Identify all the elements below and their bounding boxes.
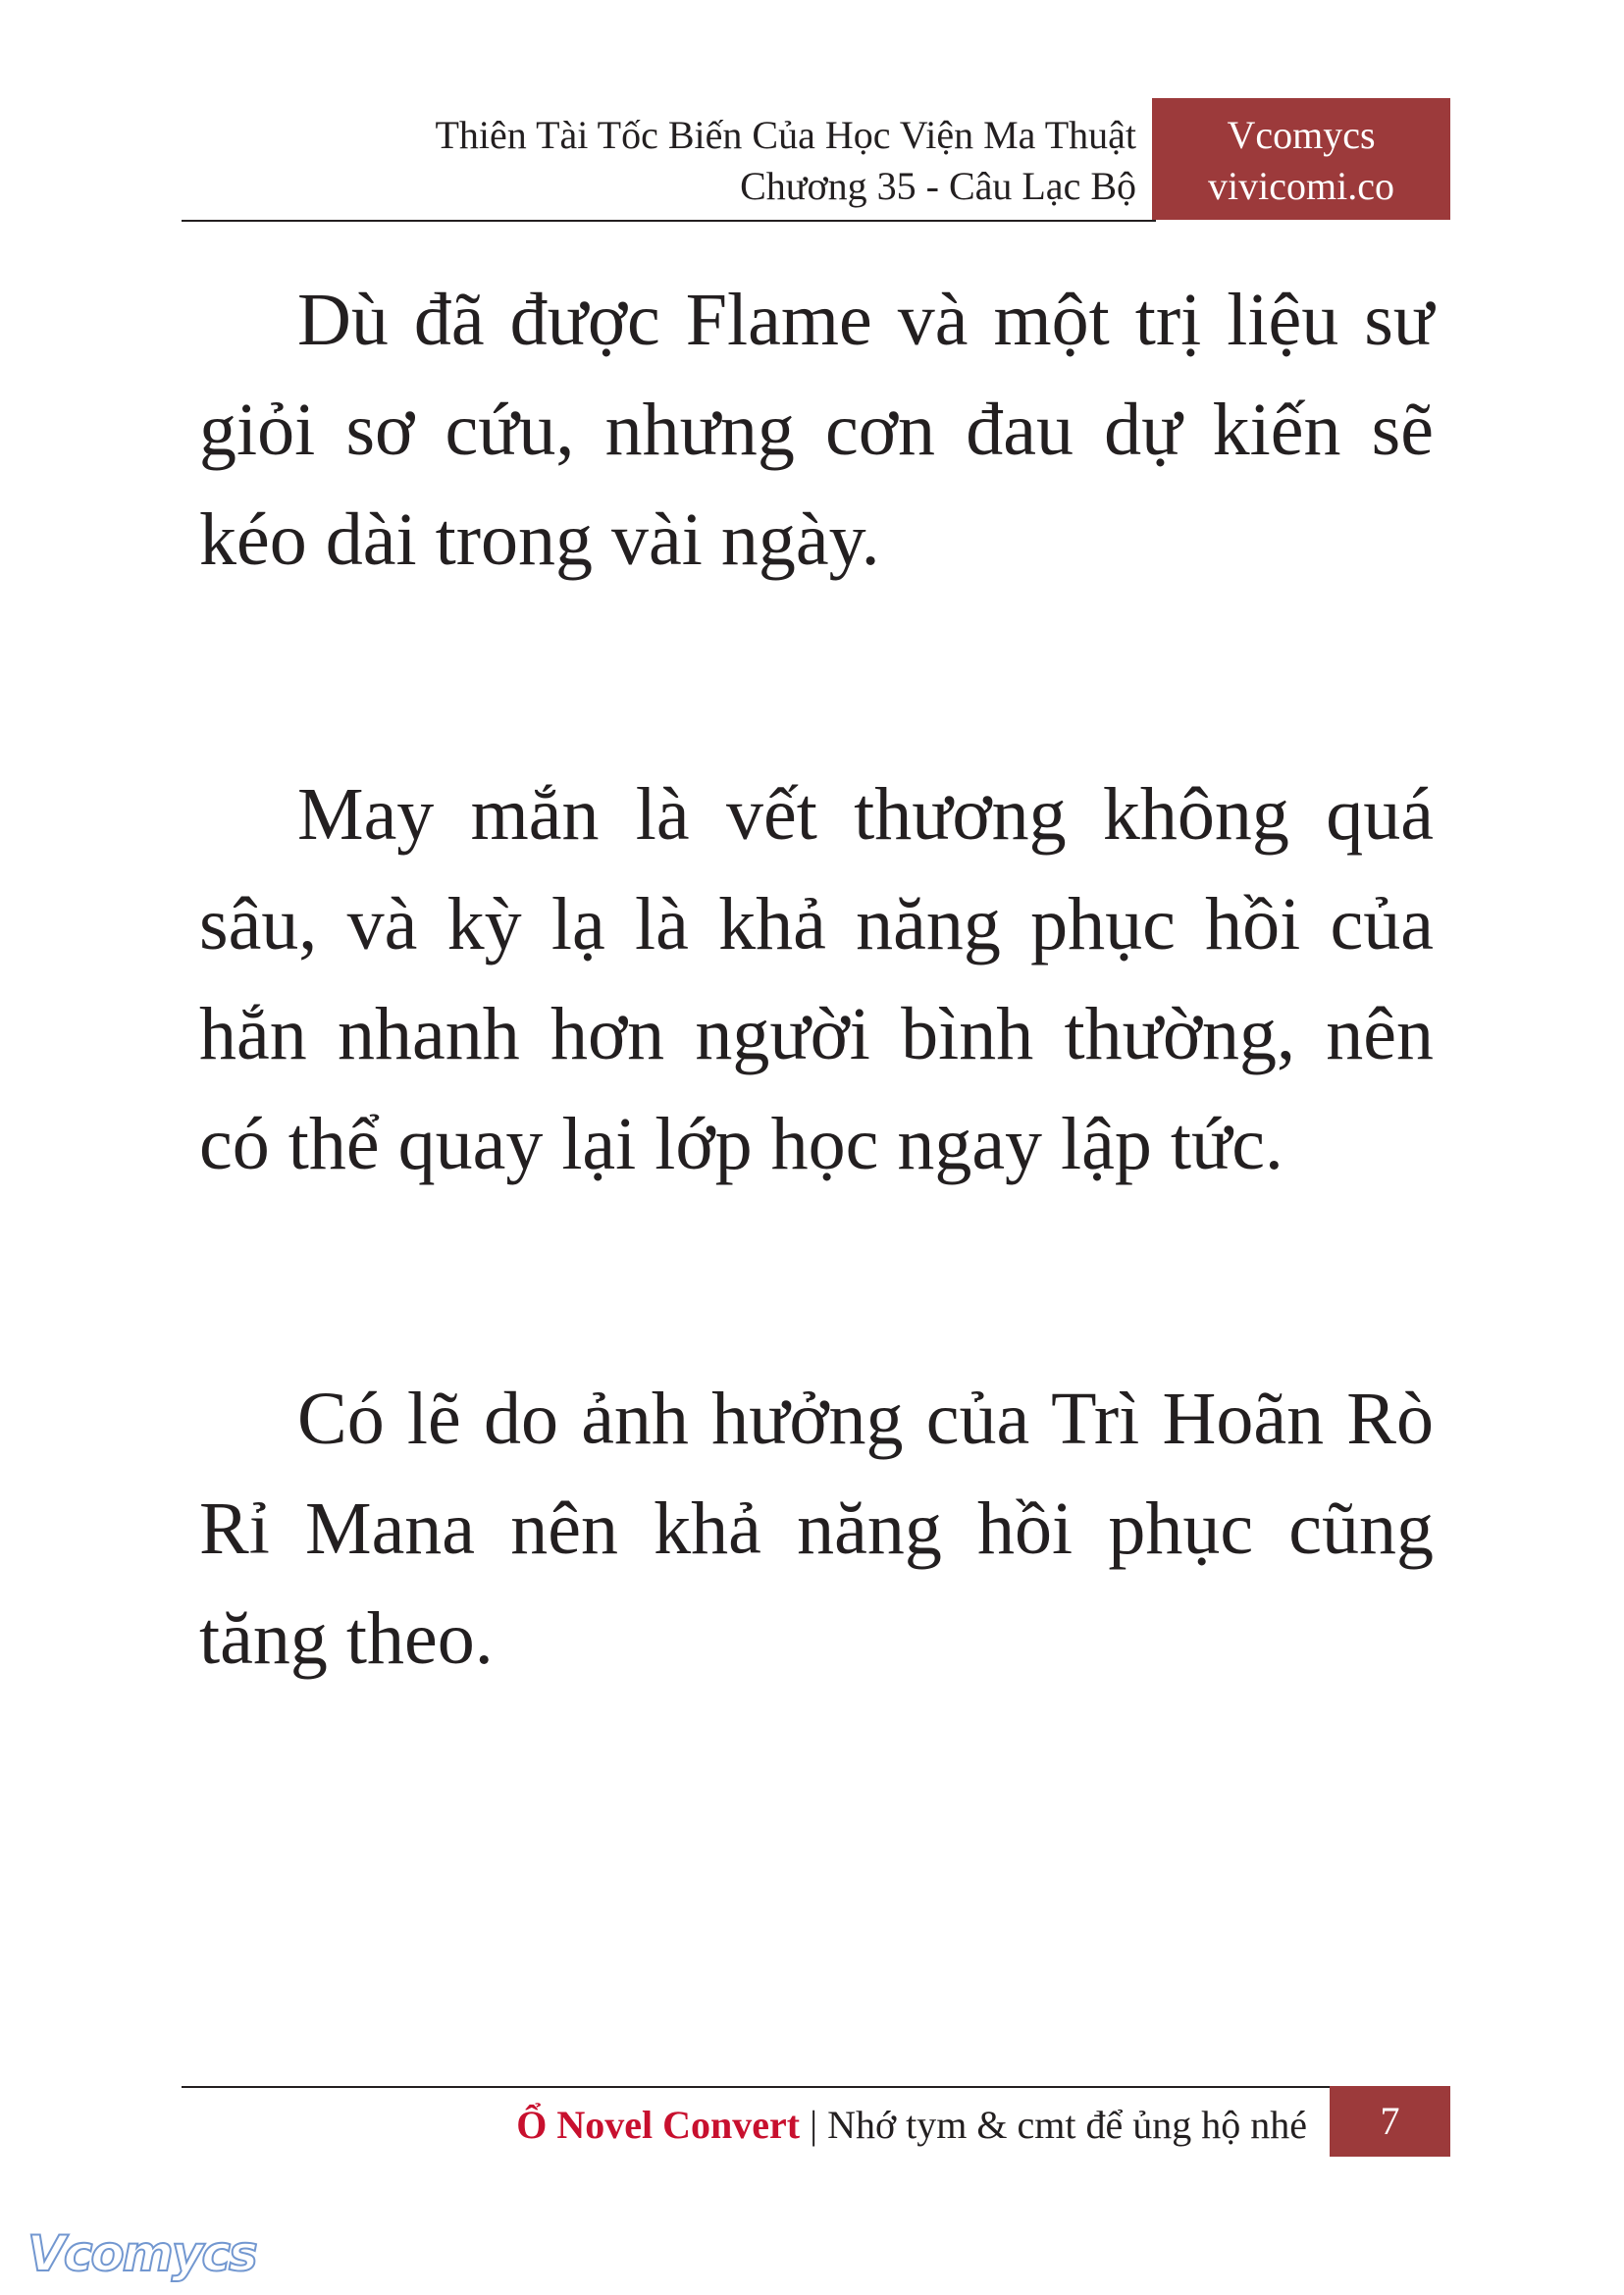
header-titles bbox=[436, 110, 1137, 212]
header-divider bbox=[182, 220, 1156, 222]
page-header bbox=[182, 98, 1450, 220]
footer-brand: Ổ Novel Convert bbox=[516, 2103, 801, 2147]
watermark-logo: Vcomycs bbox=[27, 2225, 256, 2282]
paragraph: Có lẽ do ảnh hưởng của Trì Hoãn Rò Rỉ Mana nên khả năng hồi phục cũng tăng theo. bbox=[199, 1378, 1434, 1680]
page-number: 7 bbox=[1330, 2086, 1450, 2157]
footer-divider bbox=[182, 2086, 1330, 2088]
book-title: Thiên Tài Tốc Biến Của Học Viện Ma Thuật bbox=[435, 113, 1136, 157]
chapter-body bbox=[199, 265, 1434, 1858]
footer-separator: | bbox=[800, 2103, 828, 2147]
site-url: vivicomi.co bbox=[1208, 164, 1394, 208]
site-name: Vcomycs bbox=[1227, 113, 1376, 157]
paragraph: May mắn là vết thương không quá sâu, và kỳ lạ là khả năng phục hồi của hắn nhanh hơn người bình thường, nên có thể quay lại lớp học ngay lập tức. bbox=[199, 773, 1434, 1185]
chapter-title: Chương 35 - Câu Lạc Bộ bbox=[740, 164, 1136, 208]
site-badge bbox=[1152, 98, 1450, 220]
footer-note bbox=[516, 2094, 1307, 2157]
paragraph: Dù đã được Flame và một trị liệu sư giỏi sơ cứu, nhưng cơn đau dự kiến sẽ kéo dài trong vài ngày. bbox=[199, 279, 1434, 581]
footer-message: Nhớ tym & cmt để ủng hộ nhé bbox=[827, 2103, 1307, 2147]
